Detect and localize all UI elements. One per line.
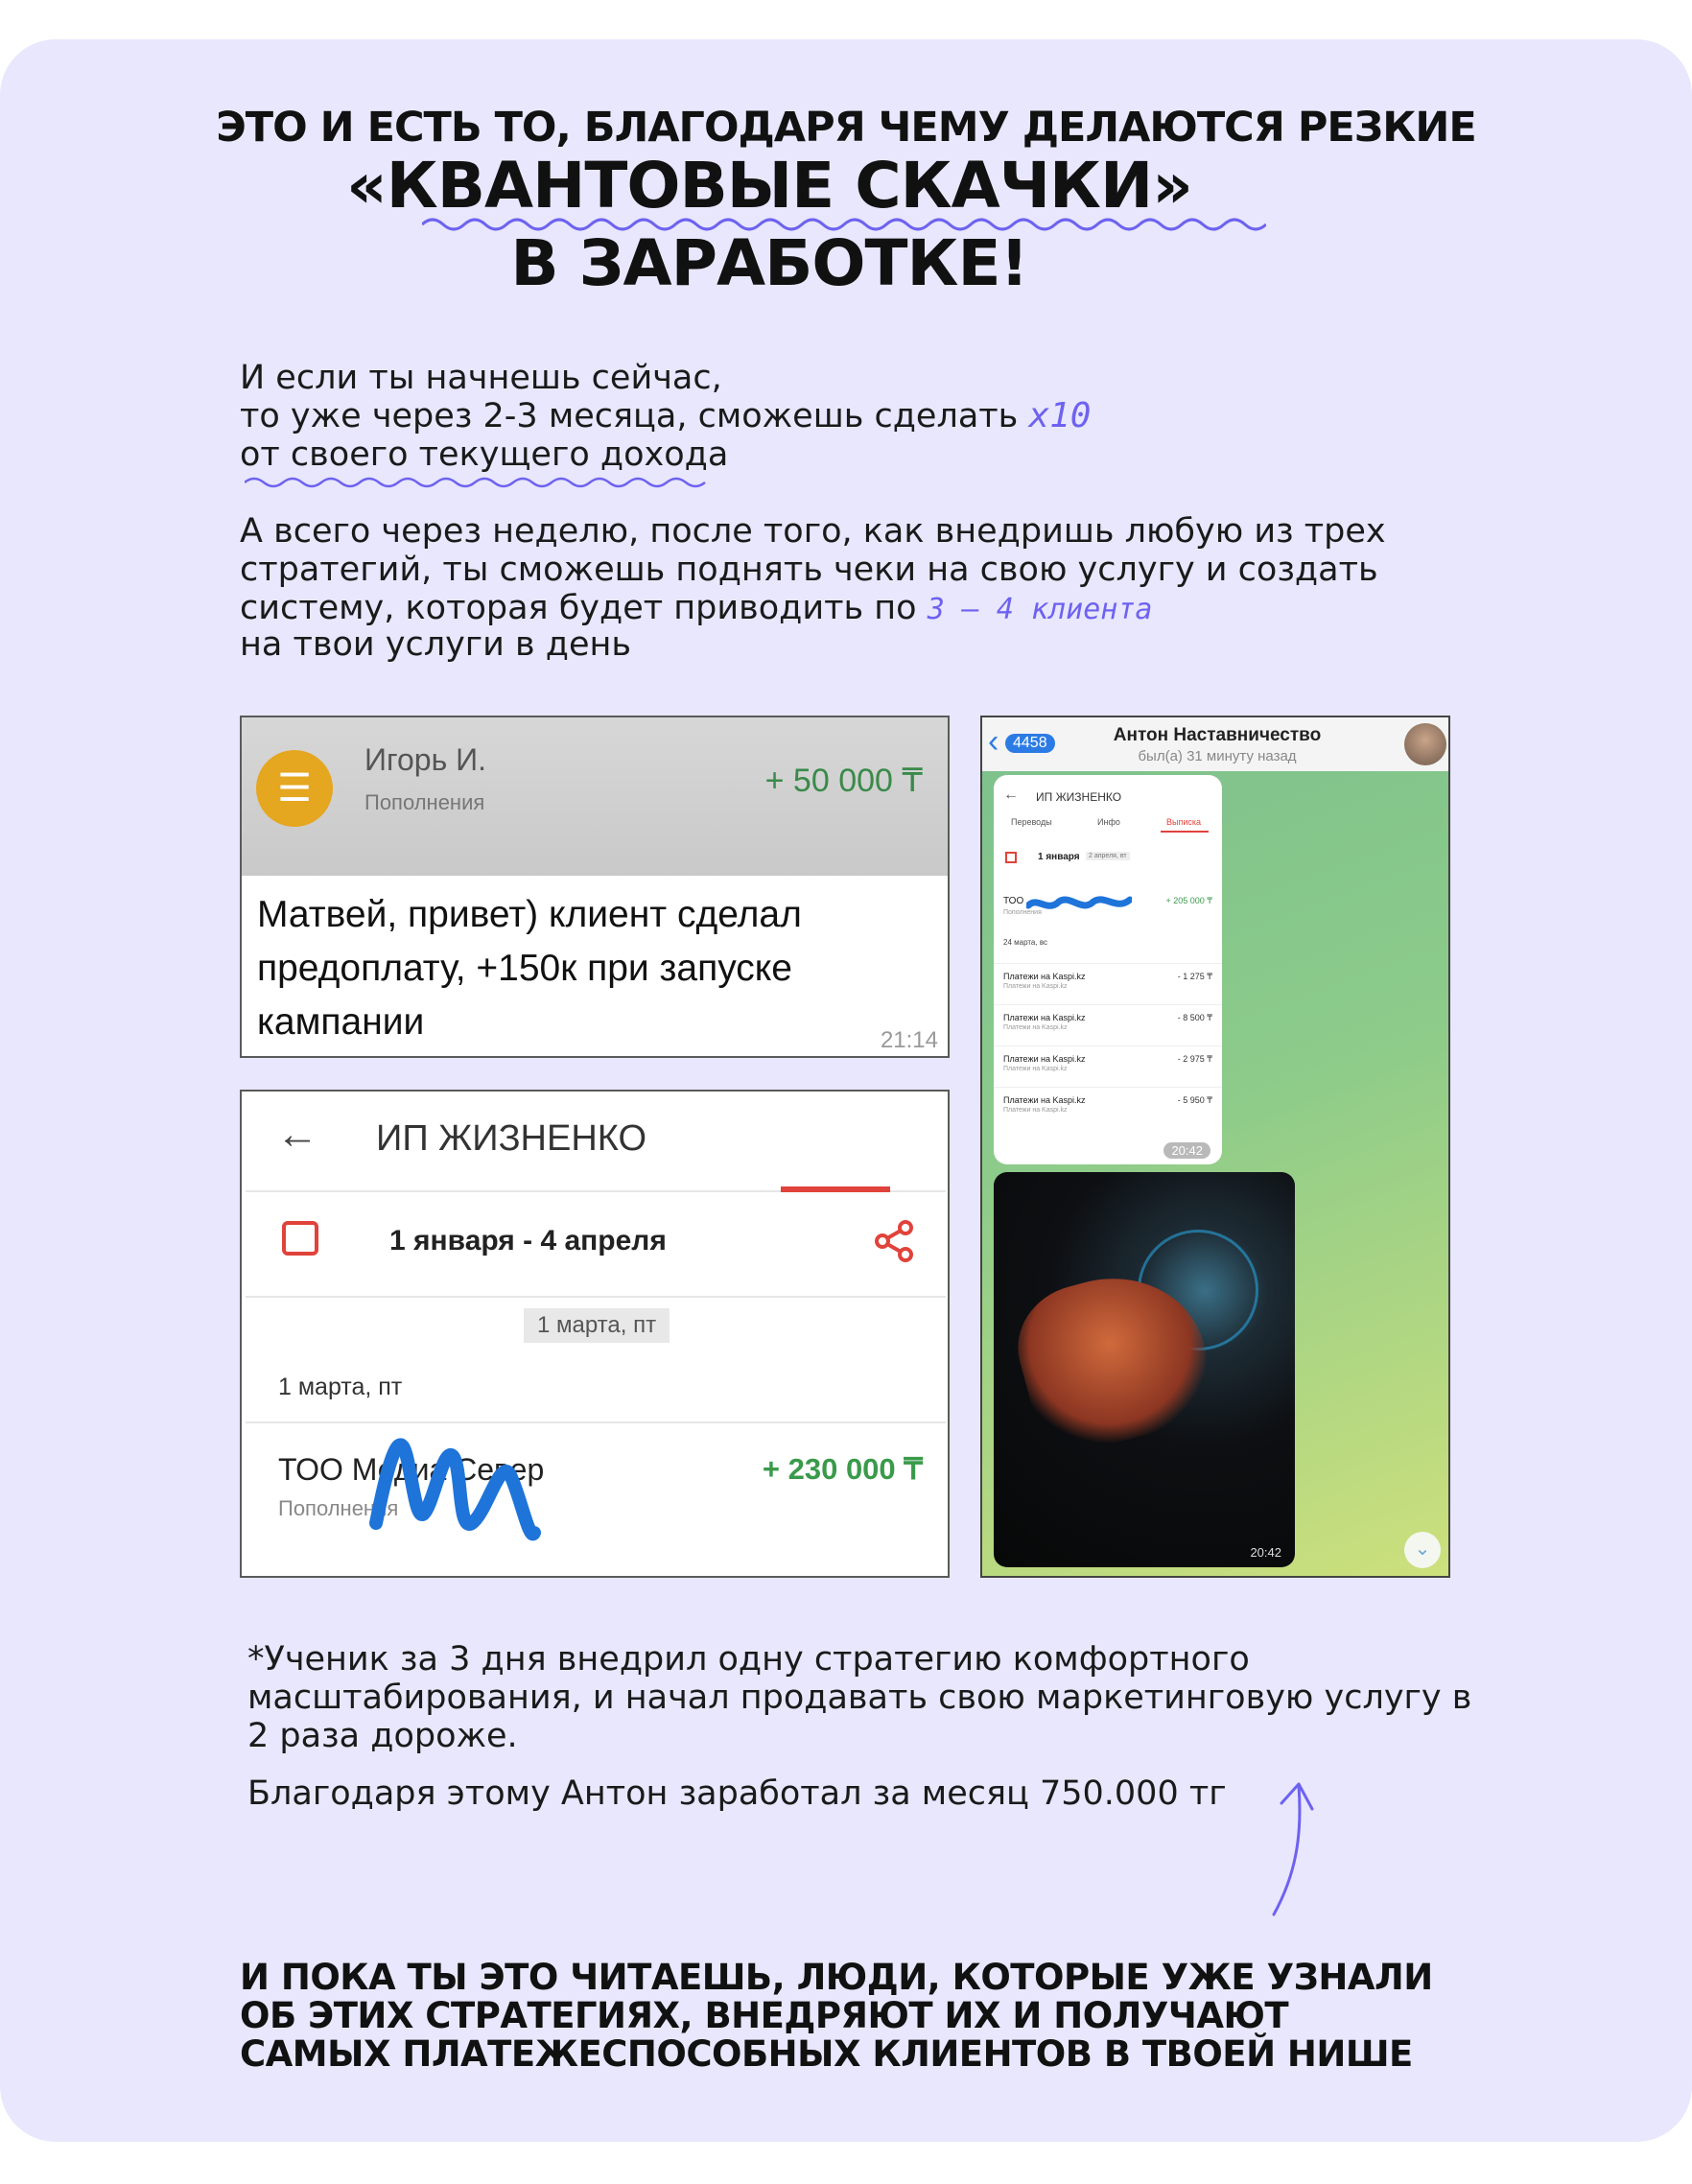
headline-line-2: «КВАНТОВЫЕ СКАЧКИ» (346, 149, 1192, 223)
inner-redaction-scribble (1026, 892, 1132, 915)
avatar[interactable] (1404, 723, 1446, 765)
row-divider (246, 1421, 946, 1423)
coins-icon: ☰ (256, 750, 333, 827)
back-chevron-icon[interactable]: ‹ (988, 723, 999, 760)
contact-name: Антон Наставничество (1113, 725, 1322, 745)
intro-line-3: от своего текущего дохода (240, 435, 729, 474)
note-line-2: масштабирования, и начал продавать свою маркетинговую услугу в (247, 1679, 1472, 1717)
week-line-3-text: систему, которая будет приводить по (240, 589, 917, 627)
kaspi-row-amount: - 5 950 ₸ (1177, 1095, 1212, 1105)
inner-back-icon: ← (1003, 787, 1019, 803)
date-label: 1 марта, пт (278, 1374, 403, 1400)
message-text: Матвей, привет) клиент сделал предоплату, +150к при запуске кампании (257, 894, 802, 1043)
statement-period[interactable]: 1 января - 4 апреля (389, 1225, 667, 1256)
kaspi-row (994, 1045, 1222, 1087)
photo-message (994, 1172, 1295, 1567)
kaspi-row-amount: - 8 500 ₸ (1177, 1013, 1212, 1022)
inner-period: 1 января (1038, 852, 1080, 862)
inner-title: ИП ЖИЗНЕНКО (1036, 790, 1122, 804)
inner-too-amount: + 205 000 ₸ (1165, 896, 1212, 905)
chat-header (982, 717, 1450, 771)
week-line-2: стратегий, ты сможешь поднять чеки на свою услугу и создать (240, 551, 1378, 589)
date-chip: 1 марта, пт (524, 1308, 670, 1343)
bubble-time-2: 20:42 (1250, 1545, 1281, 1560)
x10-handwriting: x10 (1028, 396, 1092, 435)
transaction-amount: + 230 000 ₸ (762, 1452, 923, 1486)
back-arrow-icon[interactable]: ← (276, 1111, 318, 1158)
kaspi-row-sub: Платежи на Kaspi.kz (1003, 983, 1068, 990)
note-line-3: 2 раза дороже. (247, 1717, 518, 1755)
payment-amount: + 50 000 ₸ (764, 763, 923, 799)
kaspi-row-amount: - 1 275 ₸ (1177, 972, 1212, 981)
inner-tab-indicator (1161, 831, 1209, 833)
kaspi-row-name: Платежи на Kaspi.kz (1003, 972, 1086, 981)
week-line-1: А всего через неделю, после того, как внедришь любую из трех (240, 512, 1386, 551)
share-icon[interactable] (873, 1220, 915, 1262)
clients-handwriting: 3 – 4 клиента (927, 593, 1153, 626)
message-time: 21:14 (880, 1027, 938, 1053)
inner-too-sub: Пополнения (1003, 909, 1042, 916)
week-line-3 (240, 589, 1153, 629)
closing-line-2: ОБ ЭТИХ СТРАТЕГИЯХ, ВНЕДРЯЮТ ИХ И ПОЛУЧАЮТ (240, 1995, 1289, 2036)
redaction-scribble (366, 1418, 558, 1552)
note-line-4: Благодаря этому Антон заработал за месяц 750.000 тг (247, 1774, 1227, 1813)
payment-row (242, 717, 950, 876)
kaspi-row (994, 1087, 1222, 1128)
active-tab-indicator (781, 1186, 890, 1192)
intro-line-1: И если ты начнешь сейчас, (240, 359, 722, 397)
kaspi-row-amount: - 2 975 ₸ (1177, 1054, 1212, 1064)
unread-counter[interactable]: 4458 (1005, 734, 1055, 753)
inner-tab-info: Инфо (1097, 817, 1120, 827)
closing-line-1: И ПОКА ТЫ ЭТО ЧИТАЕШЬ, ЛЮДИ, КОТОРЫЕ УЖЕ УЗНАЛИ (240, 1957, 1433, 1998)
inner-date-row: 24 марта, вс (1003, 938, 1047, 947)
week-line-4: на твои услуги в день (240, 625, 632, 664)
screenshot-telegram-chat (980, 716, 1450, 1578)
inner-period-chip: 2 апреля, вт (1086, 852, 1130, 860)
inner-calendar-icon (1005, 852, 1017, 863)
kaspi-row-sub: Платежи на Kaspi.kz (1003, 1024, 1068, 1031)
headline-line-1: ЭТО И ЕСТЬ ТО, БЛАГОДАРЯ ЧЕМУ ДЕЛАЮТСЯ РЕЗКИЕ (216, 104, 1476, 152)
hand-drawn-arrow (1257, 1780, 1333, 1918)
inner-tab-transfers: Переводы (1011, 817, 1052, 827)
transaction-payer: ТОО Медиа Север (278, 1452, 545, 1487)
transaction-subtitle: Пополнения (278, 1496, 399, 1520)
headline-line-3: В ЗАРАБОТКЕ! (510, 226, 1028, 300)
kaspi-row-name: Платежи на Kaspi.kz (1003, 1095, 1086, 1105)
kaspi-row-sub: Платежи на Kaspi.kz (1003, 1107, 1068, 1114)
inner-too-name: ТОО (1003, 896, 1024, 906)
kaspi-row-name: Платежи на Kaspi.kz (1003, 1013, 1086, 1022)
period-divider (246, 1296, 946, 1298)
kaspi-row-name: Платежи на Kaspi.kz (1003, 1054, 1086, 1064)
note-line-1: *Ученик за 3 дня внедрил одну стратегию комфортного (247, 1640, 1250, 1679)
statement-title: ИП ЖИЗНЕНКО (376, 1118, 647, 1159)
intro-wavy-underline (245, 474, 715, 491)
screenshot-payment-message (240, 716, 950, 1058)
scroll-down-icon[interactable]: ⌄ (1404, 1532, 1441, 1568)
contact-status: был(а) 31 минуту назад (1138, 748, 1297, 764)
inner-tab-statement: Выписка (1166, 817, 1202, 827)
kaspi-row (994, 1004, 1222, 1045)
payer-subtitle: Пополнения (364, 790, 485, 814)
closing-line-3: САМЫХ ПЛАТЕЖЕСПОСОБНЫХ КЛИЕНТОВ В ТВОЕЙ НИШЕ (240, 2033, 1413, 2075)
intro-line-2-text: то уже через 2-3 месяца, сможешь сделать (240, 397, 1019, 435)
kaspi-row (994, 963, 1222, 1004)
calendar-icon[interactable] (282, 1221, 318, 1256)
screenshot-bank-statement (240, 1090, 950, 1578)
bubble-time-1: 20:42 (1163, 1142, 1210, 1159)
kaspi-row-sub: Платежи на Kaspi.kz (1003, 1066, 1068, 1072)
screenshot-message-bubble (994, 775, 1222, 1164)
payer-name: Игорь И. (364, 742, 487, 777)
inner-rows (994, 963, 1222, 1128)
intro-line-2 (240, 397, 1091, 435)
